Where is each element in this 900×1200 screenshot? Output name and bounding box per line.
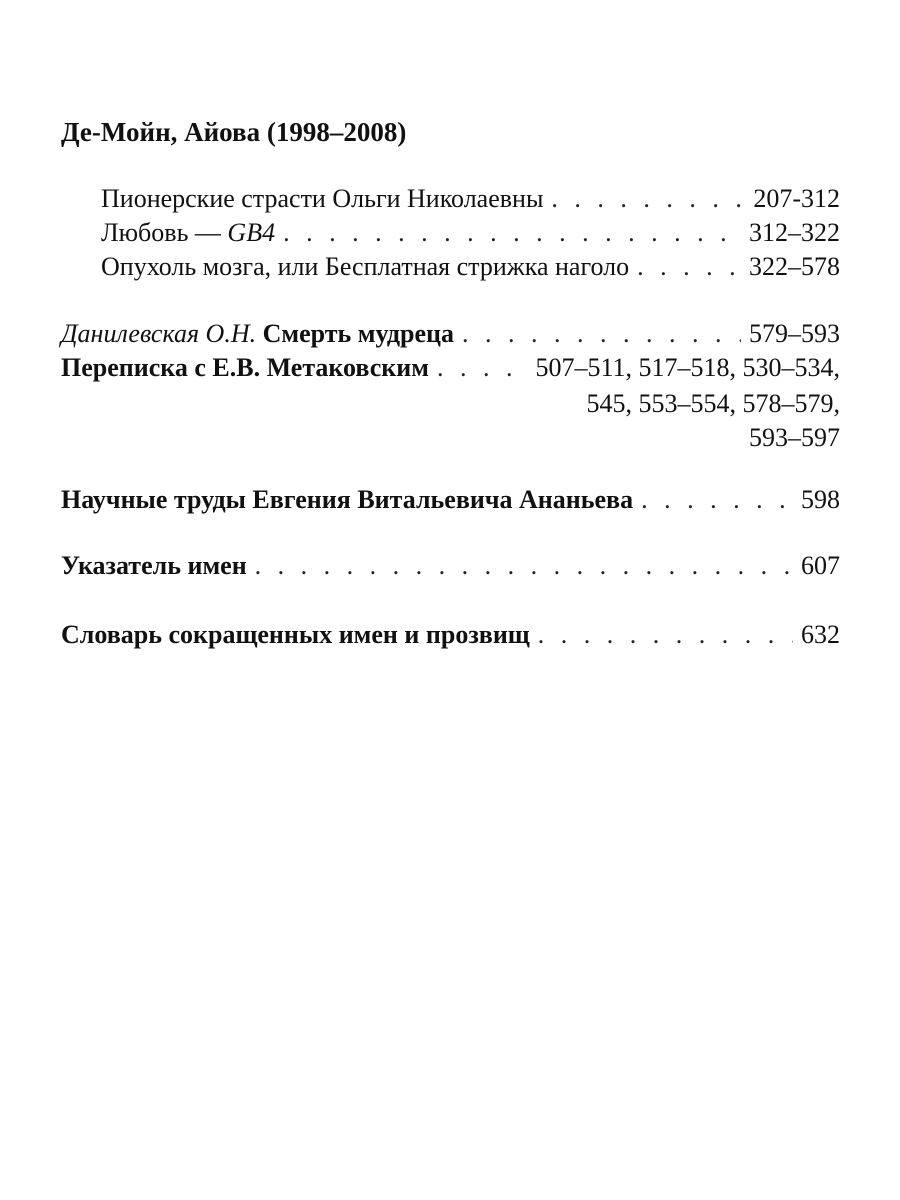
dot-leader [551,182,745,216]
toc-entry-pages: 207-312 [753,184,840,213]
toc-entry-pages: 312–322 [749,218,840,247]
toc-entry-pages: 598 [801,485,840,514]
toc-entry-title: Научные труды Евгения Витальевича Ананьева [61,485,634,514]
section-title: Де-Мойн, Айова (1998–2008) [61,117,407,147]
toc-entry-pages: 579–593 [749,319,840,348]
toc-entry-title: Указатель имен [61,551,247,580]
dot-leader [637,250,741,284]
toc-entry-title: Опухоль мозга, или Бесплатная стрижка наголо [101,252,630,281]
toc-entry-love-gb4[interactable] [101,216,840,250]
toc-entry-title [61,317,454,351]
toc-entry-title: Пионерские страсти Ольги Николаевны [101,184,544,213]
dot-leader [437,351,527,385]
toc-entry-death-of-sage[interactable] [61,317,840,351]
toc-entry-title: Словарь сокращенных имен и прозвищ [61,620,530,649]
toc-entry-title-prefix: Любовь — [101,218,228,247]
toc-entry-pages: 507–511, 517–518, 530–534, [535,353,840,382]
dot-leader [462,317,741,351]
toc-entry-pages: 322–578 [749,252,840,281]
toc-entry-nicknames[interactable] [61,618,840,652]
toc-entry-pages: 607 [801,551,840,580]
toc-entry-author: Данилевская О.Н. [61,319,257,348]
toc-entry-pages: 632 [801,620,840,649]
toc-entry-brain-tumor[interactable] [101,250,840,284]
toc-entry-title-italic: GB4 [227,218,276,247]
toc-entry-pages-continued: 545, 553–554, 578–579, [586,389,840,418]
toc-entry-title [101,216,275,250]
dot-leader [283,216,741,250]
toc-entry-title: Переписка с Е.В. Метаковским [61,353,429,382]
toc-entry-scientific-works[interactable] [61,483,840,517]
dot-leader [255,549,793,583]
toc-entry-name-index[interactable] [61,549,840,583]
dot-leader [641,483,793,517]
toc-entry-work-title: Смерть мудреца [262,319,454,348]
dot-leader [538,618,793,652]
toc-entry-pioneer-passions[interactable] [101,182,840,216]
toc-entry-pages-continued: 593–597 [749,423,840,452]
toc-entry-correspondence[interactable] [61,351,840,385]
